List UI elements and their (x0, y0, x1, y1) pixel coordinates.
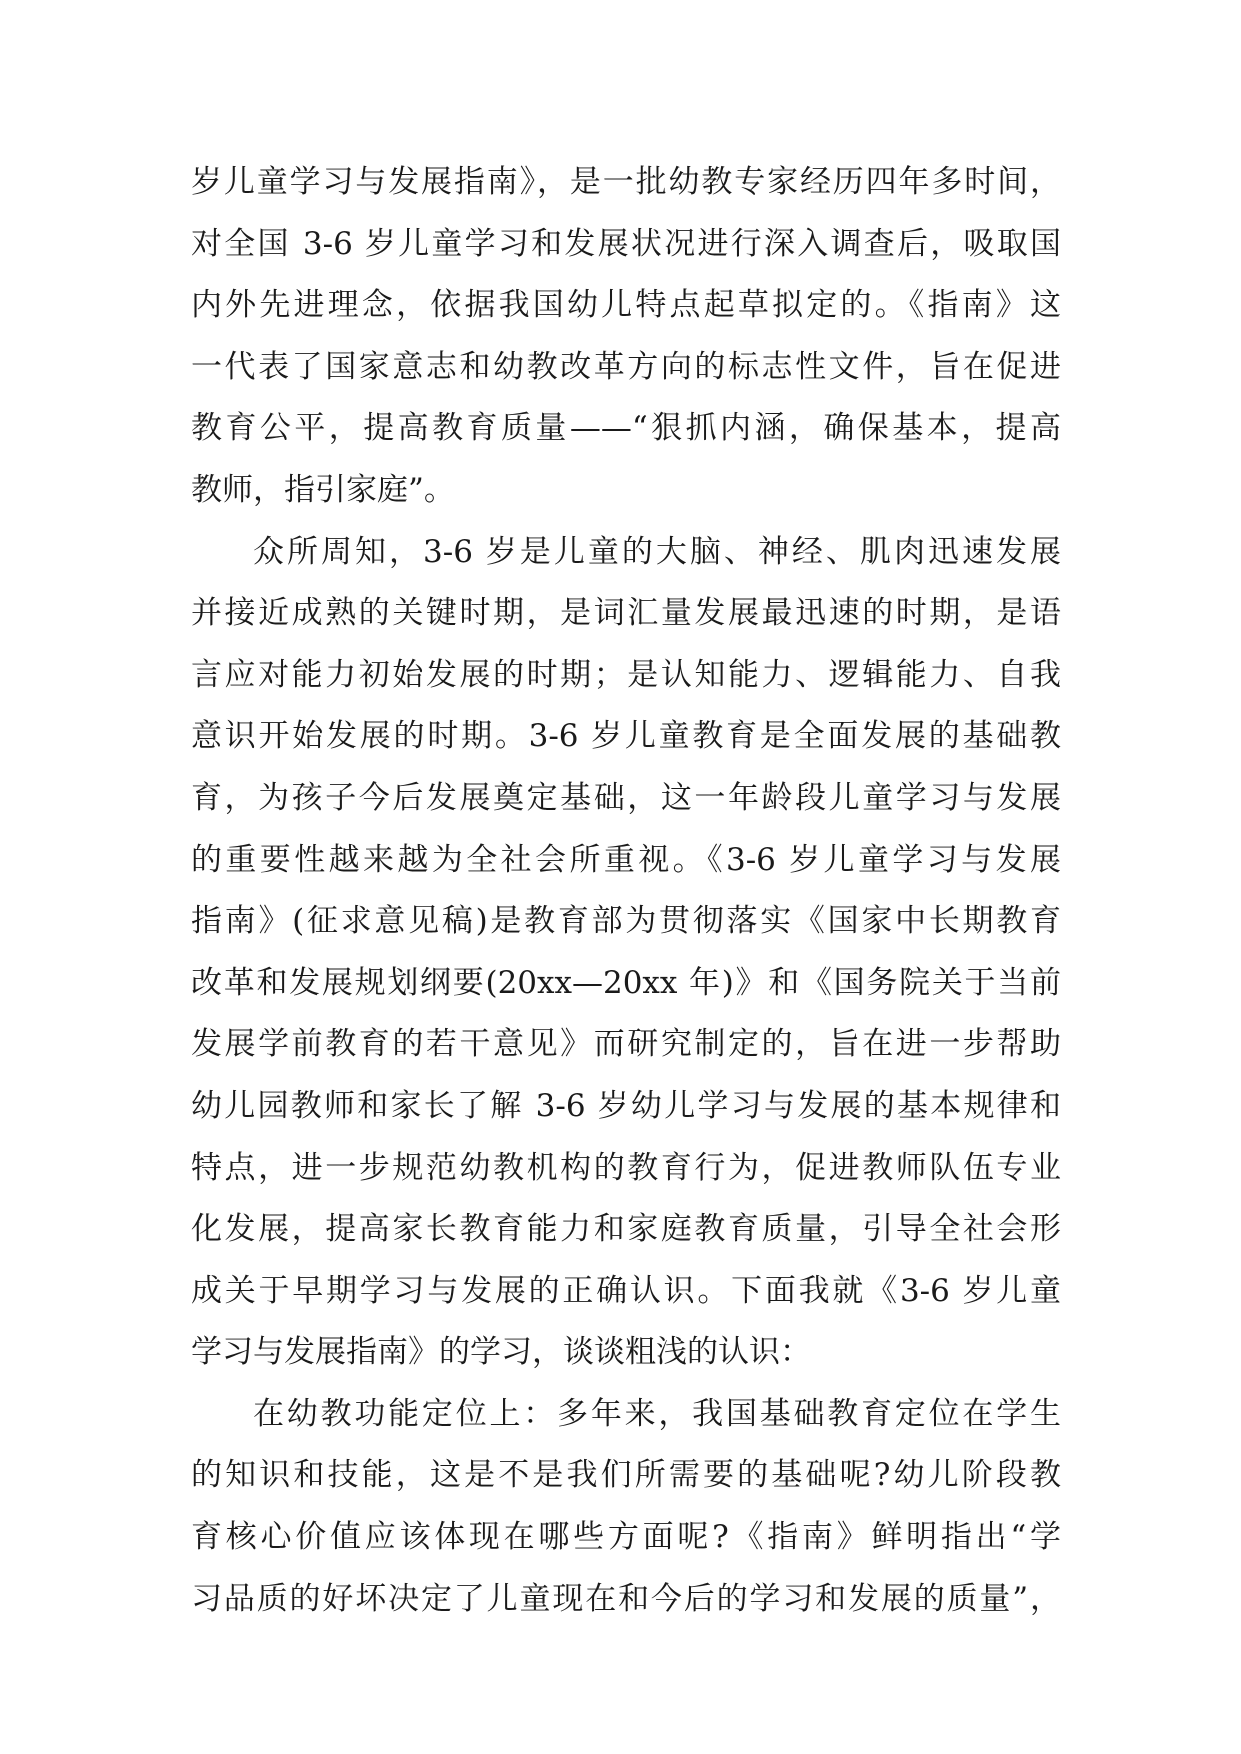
paragraph-1 (191, 162, 1061, 532)
text-line: 教师，指引家庭”。 (191, 471, 455, 508)
text-line: 众所周知，3-6 岁是儿童的大脑、神经、肌肉迅速发展 (253, 533, 1061, 570)
text-line: 教育公平，提高教育质量——“狠抓内涵，确保基本，提高 (191, 410, 1061, 447)
text-line: 在幼教功能定位上：多年来，我国基础教育定位在学生 (253, 1395, 1061, 1432)
text-line: 化发展，提高家长教育能力和家庭教育质量，引导全社会形 (191, 1211, 1061, 1248)
body-text (191, 162, 1061, 1640)
text-line: 岁儿童学习与发展指南》，是一批幼教专家经历四年多时间， (191, 164, 1061, 200)
text-line: 的知识和技能，这是不是我们所需要的基础呢?幼儿阶段教 (191, 1457, 1061, 1494)
text-line: 指南》(征求意见稿)是教育部为贯彻落实《国家中长期教育 (191, 903, 1061, 940)
text-line: 对全国 3-6 岁儿童学习和发展状况进行深入调查后，吸取国 (191, 225, 1061, 262)
text-line: 一代表了国家意志和幼教改革方向的标志性文件，旨在促进 (191, 348, 1061, 385)
text-line: 内外先进理念，依据我国幼儿特点起草拟定的。《指南》这 (191, 287, 1061, 324)
text-line: 改革和发展规划纲要(20xx—20xx 年)》和《国务院关于当前 (191, 964, 1061, 1001)
text-line: 成关于早期学习与发展的正确认识。下面我就《3-6 岁儿童 (191, 1272, 1061, 1309)
text-line: 并接近成熟的关键时期，是词汇量发展最迅速的时期，是语 (191, 595, 1061, 632)
text-line: 发展学前教育的若干意见》而研究制定的，旨在进一步帮助 (191, 1026, 1061, 1063)
text-line: 育，为孩子今后发展奠定基础，这一年龄段儿童学习与发展 (191, 779, 1061, 816)
text-line: 习品质的好坏决定了儿童现在和今后的学习和发展的质量”， (191, 1580, 1061, 1617)
text-line: 学习与发展指南》的学习，谈谈粗浅的认识： (191, 1334, 811, 1371)
text-line: 的重要性越来越为全社会所重视。《3-6 岁儿童学习与发展 (191, 841, 1061, 878)
text-line: 幼儿园教师和家长了解 3-6 岁幼儿学习与发展的基本规律和 (191, 1087, 1061, 1124)
paragraph-3 (191, 1394, 1061, 1640)
paragraph-2 (191, 532, 1061, 1394)
text-line: 意识开始发展的时期。3-6 岁儿童教育是全面发展的基础教 (191, 718, 1061, 755)
text-line: 言应对能力初始发展的时期；是认知能力、逻辑能力、自我 (191, 656, 1061, 693)
text-line: 育核心价值应该体现在哪些方面呢?《指南》鲜明指出“学 (191, 1519, 1061, 1556)
text-line: 特点，进一步规范幼教机构的教育行为，促进教师队伍专业 (191, 1149, 1061, 1186)
